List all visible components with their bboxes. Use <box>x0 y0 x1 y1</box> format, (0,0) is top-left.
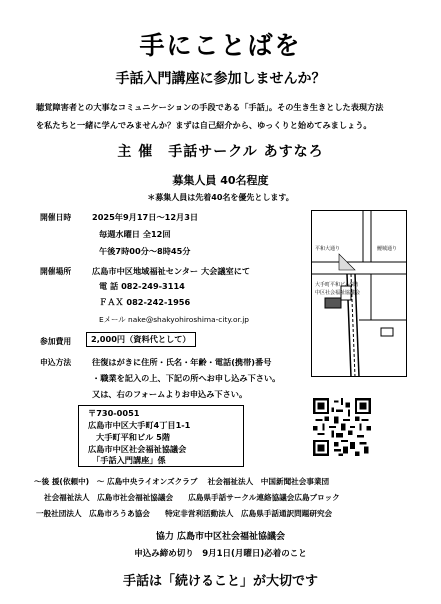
fee-label: 参加費用 <box>40 337 72 346</box>
map-label-road: 鯉城通り <box>377 246 398 252</box>
venue-place: 広島市中区地域福祉センター 大会議室にて <box>92 266 251 276</box>
venue-fax: ＦＡＸ 082-242-1956 <box>99 297 191 307</box>
venue-tel: 電 話 082-249-3114 <box>99 281 185 291</box>
address-line: 広島市中区社会福祉協議会 <box>88 444 187 454</box>
intro-text <box>36 98 383 134</box>
apply-label: 申込方法 <box>40 358 72 367</box>
access-map <box>311 210 407 377</box>
address-line: 大手町平和ビル 5階 <box>96 432 171 442</box>
support-line: 一般社団法人 広島市ろうあ協会 特定非営利活動法人 広島県手話通訳問題研究会 <box>36 509 333 518</box>
schedule-dates: 2025年9月17日～12月3日 <box>92 212 199 222</box>
apply-line: ・職業を記入の上、下記の所へお申し込み下さい。 <box>92 373 281 383</box>
schedule-time: 午後7時00分～8時45分 <box>99 246 191 256</box>
page-title: 手にことばを <box>139 31 302 60</box>
support-line: 社会福祉法人 広島市社会福祉協議会 広島県手話サークル連絡協議会広島ブロック <box>44 493 340 502</box>
address-postal: 〒730-0051 <box>88 408 140 418</box>
schedule-days: 毎週水曜日 全12回 <box>99 229 171 239</box>
support-line: ～後 援(依頼中) ～ 広島中央ライオンズクラブ 社会福祉法人 中国新聞社会事業団 <box>34 477 330 486</box>
cooperation: 協力 広島市中区社会福祉協議会 <box>155 532 286 542</box>
map-label-route: 平和大通り <box>315 246 341 252</box>
venue-label: 開催場所 <box>40 267 72 276</box>
apply-line: 往復はがきに住所・氏名・年齢・電話(携帯)番号 <box>92 357 272 367</box>
address-line: 「手話入門講座」係 <box>92 455 166 465</box>
recruit-count: 募集人員 40名程度 <box>172 174 269 187</box>
application-form-qr-code[interactable] <box>313 398 371 456</box>
page-subtitle: 手話入門講座に参加しませんか？ <box>115 71 326 87</box>
application-deadline: 申込み締め切り 9月1日(月曜日)必着のこと <box>134 549 307 559</box>
host-heading: 主 催 手話サークル あすなろ <box>117 144 324 160</box>
schedule-label: 開催日時 <box>40 213 72 222</box>
fee-value: 2,000円（資料代として） <box>86 332 196 347</box>
intro-line: を私たちと一緒に学んでみませんか？まずは自己紹介から、ゆっくりと始めてみましょう。 <box>36 120 372 130</box>
venue-email[interactable]: Eメール nake@shakyohiroshima-city.or.jp <box>99 315 249 324</box>
apply-line: 又は、右のフォームよりお申込み下さい。 <box>92 389 248 399</box>
map-label-building: 大手町平和ビル5階 <box>315 282 359 288</box>
recruit-note: ＊募集人員は先着40名を優先とします。 <box>147 193 294 202</box>
footer-slogan: 手話は「続けること」が大切です <box>122 574 318 589</box>
intro-line: 聴覚障害者との大事なコミュニケーションの手段である「手話」。その生き生きとした表現方法 <box>36 102 384 112</box>
map-label-office: 中区社会福祉協議会 <box>315 290 361 296</box>
address-line: 広島市中区大手町4丁目1-1 <box>88 420 191 430</box>
